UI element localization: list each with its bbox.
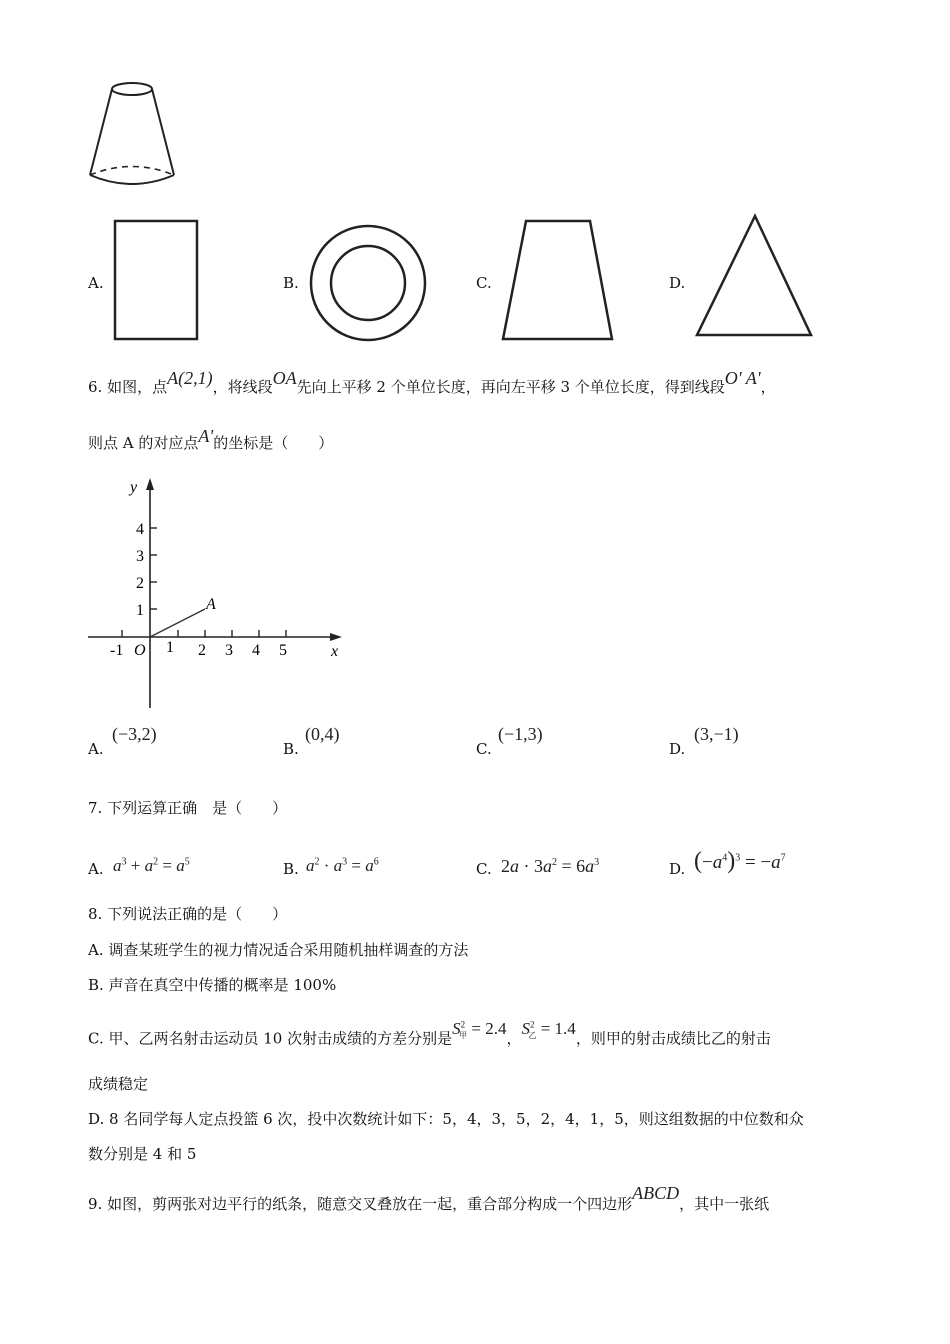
q6-option-a-value: (−3,2)	[112, 724, 157, 744]
q8-option-c-line1	[88, 1018, 771, 1056]
trapezoid-view	[498, 214, 618, 344]
q5-option-b-label: B.	[283, 274, 299, 292]
x-tick-label: -1	[110, 642, 124, 659]
q6-option-a-label: A.	[88, 740, 104, 758]
q6-option-c-label: C.	[476, 740, 492, 758]
q6-stem-line2	[88, 426, 334, 453]
q7-option-b-formula: $a^2 \cdot a^3 = a^6$	[306, 856, 379, 875]
q6-option-d-label: D.	[669, 740, 686, 758]
q7-option-a-label: A.	[88, 860, 104, 878]
q7-option-a-formula: $a^3 + a^2 = a^5$	[113, 856, 190, 875]
x-tick-label: 2	[198, 642, 206, 659]
q8-option-a: A. 调查某班学生的视力情况适合采用随机抽样调查的方法	[88, 941, 469, 959]
q6-option-b-label: B.	[283, 740, 299, 758]
q7-option-c-formula: $2a \cdot 3a^2 = 6a^3$	[501, 856, 600, 876]
q7-option-d-label: D.	[669, 860, 686, 878]
q8-text: ，	[506, 1029, 522, 1048]
q6-option-b-value: (0,4)	[305, 724, 340, 744]
q8-text: ，则甲的射击成绩比乙的射击	[575, 1029, 771, 1048]
q7-stem: 7. 下列运算正确 是（ ）	[88, 799, 288, 817]
q5-option-c-label: C.	[476, 274, 492, 292]
q8-option-d-line1: D. 8 名同学每人定点投篮 6 次，投中次数统计如下：5，4，3，5，2，4，1，5，则这组数据的中位数和众	[88, 1110, 804, 1128]
y-tick-label: 2	[136, 575, 144, 592]
y-tick-label: 1	[136, 602, 144, 619]
q6-point-a-prime: A'	[198, 426, 214, 446]
q7-option-b-label: B.	[283, 860, 299, 878]
q5-option-a-label: A.	[88, 274, 104, 292]
q6-segment-oa-prime: O' A'	[724, 368, 761, 388]
y-tick-label: 3	[136, 548, 144, 565]
q8-variance-yi: $S^2_乙 = 1.4$	[521, 1018, 576, 1041]
q9-text: 9. 如图，剪两张对边平行的纸条，随意交叉叠放在一起，重合部分构成一个四边形	[88, 1195, 633, 1213]
q6-text: 如图，点	[107, 378, 168, 396]
q8-stem: 8. 下列说法正确的是（ ）	[88, 905, 288, 923]
y-tick-label: 4	[136, 521, 144, 538]
y-axis-arrow	[146, 478, 154, 490]
q8-option-c-line2: 成绩稳定	[88, 1075, 149, 1093]
origin-label: O	[134, 642, 146, 659]
q9-text: ，其中一张纸	[679, 1195, 770, 1213]
q6-text: 则点 A 的对应点	[88, 434, 199, 452]
q8-text: C. 甲、乙两名射击运动员 10 次射击成绩的方差分别是	[88, 1029, 453, 1048]
rectangle-view	[110, 214, 202, 346]
q8-variance-jia: $S^2_甲 = 2.4$	[452, 1018, 507, 1041]
q9-quadrilateral: ABCD	[632, 1183, 680, 1203]
q6-option-d-value: (3,−1)	[694, 724, 739, 744]
frustum-figure	[84, 78, 184, 190]
x-axis-arrow	[330, 633, 342, 641]
q6-text: 的坐标是（ ）	[213, 434, 334, 452]
x-tick-label: 3	[225, 642, 233, 659]
point-a-label: A	[206, 596, 216, 613]
y-axis-label: y	[130, 479, 138, 496]
q8-option-b: B. 声音在真空中传播的概率是 100%	[88, 976, 337, 994]
coordinate-graph	[84, 472, 354, 714]
q6-text: 先向上平移 2 个单位长度，再向左平移 3 个单位长度，得到线段	[296, 378, 725, 396]
q6-point-a: A(2,1)	[167, 368, 213, 388]
q7-option-d-formula: $(-a^4)^3 = -a^7$	[694, 848, 786, 874]
q6-text: ，将线段	[212, 378, 273, 396]
x-axis-label: x	[331, 643, 339, 660]
q6-number: 6.	[88, 378, 103, 396]
q6-stem-line1	[88, 368, 776, 397]
x-tick-label: 1	[166, 639, 174, 656]
q8-option-d-line2: 数分别是 4 和 5	[88, 1145, 197, 1163]
q5-option-d-label: D.	[669, 274, 686, 292]
q6-segment-oa: OA	[272, 368, 297, 388]
q7-option-c-label: C.	[476, 860, 492, 878]
triangle-view	[693, 210, 817, 340]
q6-text: ，	[760, 378, 776, 396]
x-tick-label: 4	[252, 642, 260, 659]
concentric-circles-view	[305, 220, 431, 346]
q9-stem	[88, 1183, 770, 1214]
x-tick-label: 5	[279, 642, 287, 659]
q6-option-c-value: (−1,3)	[498, 724, 543, 744]
